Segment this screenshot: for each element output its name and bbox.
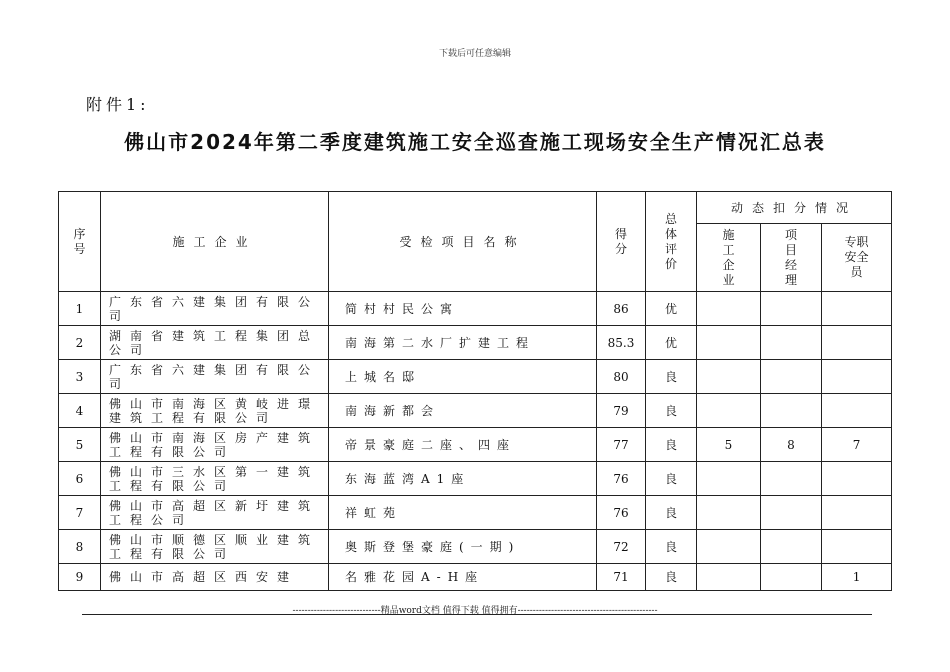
table-row	[59, 530, 892, 564]
page-title: 佛山市2024年第二季度建筑施工安全巡查施工现场安全生产情况汇总表	[124, 130, 826, 154]
cell-score: 79	[597, 394, 646, 428]
header-dynamic: 动态扣分情况	[697, 192, 892, 224]
cell-project: 名雅花园A-H座	[329, 564, 597, 591]
cell-dyn-safety: 1	[822, 564, 892, 591]
cell-project: 上城名邸	[329, 360, 597, 394]
cell-dyn-manager	[761, 462, 822, 496]
cell-rating: 良	[646, 394, 697, 428]
cell-company: 广东省六建集团有限公司	[101, 292, 329, 326]
cell-dyn-company	[697, 326, 761, 360]
cell-project: 简村村民公寓	[329, 292, 597, 326]
header-score: 得分	[597, 192, 646, 292]
table-row	[59, 496, 892, 530]
cell-company: 佛山市高超区西安建	[101, 564, 329, 591]
cell-rating: 良	[646, 428, 697, 462]
cell-rating: 优	[646, 292, 697, 326]
cell-company: 佛山市顺德区顺业建筑工程有限公司	[101, 530, 329, 564]
cell-dyn-company	[697, 564, 761, 591]
cell-rating: 良	[646, 496, 697, 530]
cell-score: 76	[597, 462, 646, 496]
footer-divider	[82, 614, 872, 615]
attachment-label: 附件1:	[86, 95, 150, 114]
cell-rating: 优	[646, 326, 697, 360]
cell-dyn-company	[697, 462, 761, 496]
header-project: 受检项目名称	[329, 192, 597, 292]
header-seq: 序号	[59, 192, 101, 292]
cell-project: 祥虹苑	[329, 496, 597, 530]
cell-score: 80	[597, 360, 646, 394]
cell-dyn-safety	[822, 326, 892, 360]
cell-rating: 良	[646, 564, 697, 591]
cell-dyn-company	[697, 496, 761, 530]
table-row	[59, 360, 892, 394]
cell-dyn-safety	[822, 530, 892, 564]
table-row	[59, 292, 892, 326]
cell-company: 广东省六建集团有限公司	[101, 360, 329, 394]
cell-seq: 5	[59, 428, 101, 462]
cell-company: 湖南省建筑工程集团总公司	[101, 326, 329, 360]
cell-dyn-manager	[761, 496, 822, 530]
cell-rating: 良	[646, 360, 697, 394]
cell-seq: 3	[59, 360, 101, 394]
cell-dyn-manager	[761, 360, 822, 394]
table-row	[59, 428, 892, 462]
cell-company: 佛山市高超区新圩建筑工程公司	[101, 496, 329, 530]
cell-score: 72	[597, 530, 646, 564]
cell-dyn-company	[697, 394, 761, 428]
cell-dyn-manager	[761, 394, 822, 428]
cell-dyn-company	[697, 530, 761, 564]
cell-dyn-manager	[761, 326, 822, 360]
cell-dyn-manager	[761, 292, 822, 326]
cell-dyn-company: 5	[697, 428, 761, 462]
cell-project: 帝景豪庭二座、四座	[329, 428, 597, 462]
cell-seq: 2	[59, 326, 101, 360]
cell-dyn-safety	[822, 394, 892, 428]
header-dyn-safety: 专职安全员	[822, 224, 892, 292]
header-note: 下载后可任意编辑	[438, 49, 511, 59]
cell-seq: 4	[59, 394, 101, 428]
cell-dyn-manager: 8	[761, 428, 822, 462]
footer-text: -----------------------------精品word文档 值得下载 值得拥有----------------------------------------------	[292, 606, 658, 616]
cell-score: 86	[597, 292, 646, 326]
cell-seq: 6	[59, 462, 101, 496]
cell-dyn-safety	[822, 496, 892, 530]
cell-dyn-safety: 7	[822, 428, 892, 462]
cell-project: 奥斯登堡豪庭(一期)	[329, 530, 597, 564]
cell-score: 71	[597, 564, 646, 591]
cell-dyn-safety	[822, 292, 892, 326]
cell-score: 77	[597, 428, 646, 462]
header-overall: 总体评价	[646, 192, 697, 292]
cell-score: 76	[597, 496, 646, 530]
header-row-1	[59, 192, 892, 224]
cell-dyn-manager	[761, 564, 822, 591]
cell-rating: 良	[646, 530, 697, 564]
cell-seq: 8	[59, 530, 101, 564]
cell-rating: 良	[646, 462, 697, 496]
header-company: 施工企业	[101, 192, 329, 292]
cell-project: 南海第二水厂扩建工程	[329, 326, 597, 360]
cell-dyn-safety	[822, 360, 892, 394]
cell-score: 85.3	[597, 326, 646, 360]
cell-company: 佛山市南海区黄岐进璟建筑工程有限公司	[101, 394, 329, 428]
cell-company: 佛山市三水区第一建筑工程有限公司	[101, 462, 329, 496]
cell-seq: 1	[59, 292, 101, 326]
table-row	[59, 564, 892, 591]
cell-dyn-company	[697, 360, 761, 394]
cell-dyn-manager	[761, 530, 822, 564]
cell-dyn-safety	[822, 462, 892, 496]
table-row	[59, 394, 892, 428]
cell-dyn-company	[697, 292, 761, 326]
table-row	[59, 462, 892, 496]
header-dyn-company: 施工企业	[697, 224, 761, 292]
cell-seq: 9	[59, 564, 101, 591]
cell-project: 南海新都会	[329, 394, 597, 428]
header-dyn-manager: 项目经理	[761, 224, 822, 292]
cell-company: 佛山市南海区房产建筑工程有限公司	[101, 428, 329, 462]
cell-seq: 7	[59, 496, 101, 530]
summary-table	[58, 191, 892, 591]
cell-project: 东海蓝湾A1座	[329, 462, 597, 496]
table-row	[59, 326, 892, 360]
